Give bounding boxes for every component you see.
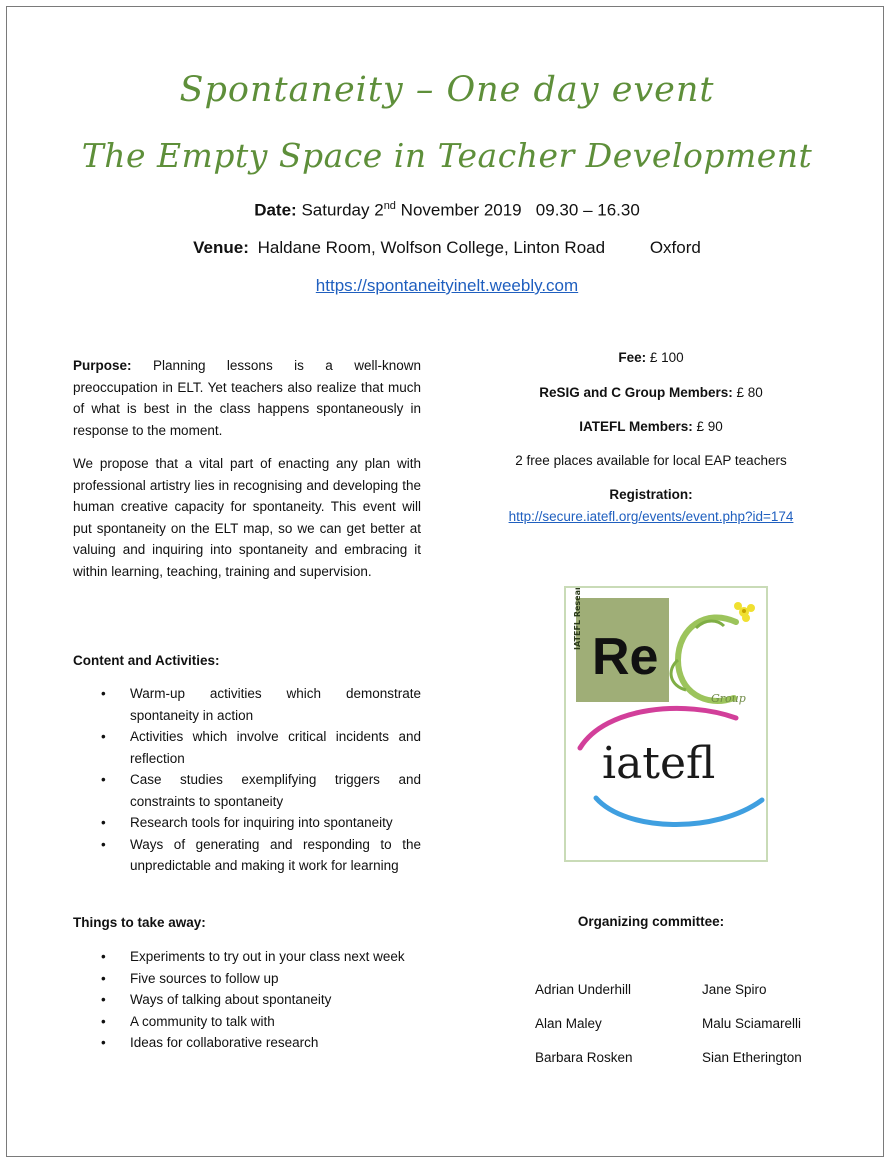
list-item — [73, 683, 421, 726]
bullet-icon: • — [101, 970, 106, 986]
list-item — [73, 812, 421, 834]
list-item — [73, 834, 421, 877]
date-label: Date: — [254, 200, 297, 220]
bullet-icon: • — [101, 992, 106, 1007]
resig-iatefl-logo — [564, 586, 768, 862]
committee-member: Malu Sciamarelli — [702, 1016, 802, 1031]
logo-re-text: Re — [592, 628, 659, 686]
resig-fee-label: ReSIG and C Group Members: — [539, 385, 733, 400]
bullet-icon: • — [101, 815, 106, 830]
flower-icon — [734, 602, 755, 622]
committee-member: Barbara Rosken — [535, 1050, 633, 1065]
website-line — [0, 276, 894, 296]
bullet-icon: • — [101, 836, 106, 852]
venue-city: Oxford — [649, 238, 701, 257]
logo-blue-arc — [596, 798, 762, 825]
logo-group-text: Group — [711, 692, 746, 705]
resig-fee-line — [470, 385, 832, 400]
committee-member: Alan Maley — [535, 1016, 602, 1031]
free-places-text: 2 free places available for local EAP teachers — [515, 453, 787, 468]
date-post: November 2019 09.30 – 16.30 — [400, 200, 640, 220]
fee-label: Fee: — [618, 350, 647, 365]
registration-label: Registration: — [609, 487, 693, 502]
logo-iatefl-text: iatefl — [602, 738, 716, 789]
proposal-paragraph: We propose that a vital part of enacting any plan with professional artistry lies in recognising and developing the human creative capacity for spontaneity. This event will put spontaneity on the ELT map, so we can get better at valuing and inquiring into spontaneity and embracing it within learning, teaching, training and supervision. — [73, 456, 421, 579]
list-item-text: Ideas for collaborative research — [130, 1035, 319, 1050]
list-item-text: Five sources to follow up — [130, 970, 279, 986]
list-item-text: Research tools for inquiring into spontaneity — [130, 815, 393, 830]
iatefl-fee-value: £ 90 — [696, 419, 723, 434]
list-item-text: A community to talk with — [130, 1013, 275, 1029]
purpose-text: Planning lessons is a well-known preoccupation in ELT. Yet teachers also realize that much of what is best in the class happens spontaneously in response to the moment. — [73, 358, 421, 438]
list-item — [73, 968, 421, 990]
list-item — [73, 726, 421, 769]
list-item — [73, 946, 421, 968]
purpose-paragraph — [73, 355, 421, 441]
committee-member: Adrian Underhill — [535, 982, 632, 997]
takeaway-list-container — [73, 946, 421, 1054]
purpose-label: Purpose: — [73, 358, 132, 373]
iatefl-fee-label: IATEFL Members: — [579, 419, 693, 434]
resig-fee-value: £ 80 — [736, 385, 763, 400]
list-item-text: Ways of talking about spontaneity — [130, 992, 332, 1007]
logo-c-leaf — [678, 617, 736, 700]
bullet-icon: • — [101, 949, 106, 964]
committee-heading: Organizing committee: — [577, 914, 725, 929]
date-suffix: nd — [383, 200, 396, 212]
registration-line — [470, 509, 832, 524]
list-item — [73, 1032, 421, 1054]
bullet-icon: • — [101, 1035, 106, 1050]
bullet-icon: • — [101, 686, 106, 701]
list-item — [73, 769, 421, 812]
fee-line — [470, 350, 832, 365]
event-subtitle: The Empty Space in Teacher Development — [81, 136, 813, 175]
bullet-icon: • — [101, 772, 106, 787]
list-item — [73, 989, 421, 1011]
purpose-section — [73, 355, 421, 441]
list-item-text: Warm-up activities which demonstrate spontaneity in action — [130, 686, 421, 723]
logo-graphic — [566, 588, 766, 860]
date-line — [0, 200, 894, 221]
committee-member: Sian Etherington — [702, 1050, 802, 1065]
activities-list-container — [73, 683, 421, 877]
list-item-text: Ways of generating and responding to the unpredictable and making it work for learning — [130, 836, 421, 873]
list-item-text: Case studies exemplifying triggers and constraints to spontaneity — [130, 772, 421, 809]
fee-value: £ 100 — [649, 350, 684, 365]
takeaway-list — [73, 946, 421, 1054]
list-item-text: Experiments to try out in your class next week — [130, 949, 405, 964]
venue-text: Haldane Room, Wolfson College, Linton Road — [257, 238, 606, 257]
registration-link[interactable]: http://secure.iatefl.org/events/event.php?id=174 — [508, 509, 794, 524]
venue-line — [0, 238, 894, 258]
bullet-icon: • — [101, 729, 106, 744]
committee-member: Jane Spiro — [702, 982, 767, 997]
list-item — [73, 1011, 421, 1033]
date-pre: Saturday 2 — [301, 200, 384, 220]
venue-label: Venue: — [193, 238, 249, 257]
event-title: Spontaneity – One day event — [179, 70, 715, 110]
iatefl-fee-line — [470, 419, 832, 434]
logo-sig-text: IATEFL Research SIG — [573, 588, 582, 650]
proposal-section — [73, 453, 421, 582]
website-link[interactable]: https://spontaneityinelt.weebly.com — [315, 276, 579, 295]
content-heading: Content and Activities: — [73, 653, 220, 668]
bullet-icon: • — [101, 1013, 106, 1029]
takeaway-heading: Things to take away: — [73, 915, 206, 930]
activities-list — [73, 683, 421, 877]
list-item-text: Activities which involve critical incidents and reflection — [130, 729, 421, 766]
